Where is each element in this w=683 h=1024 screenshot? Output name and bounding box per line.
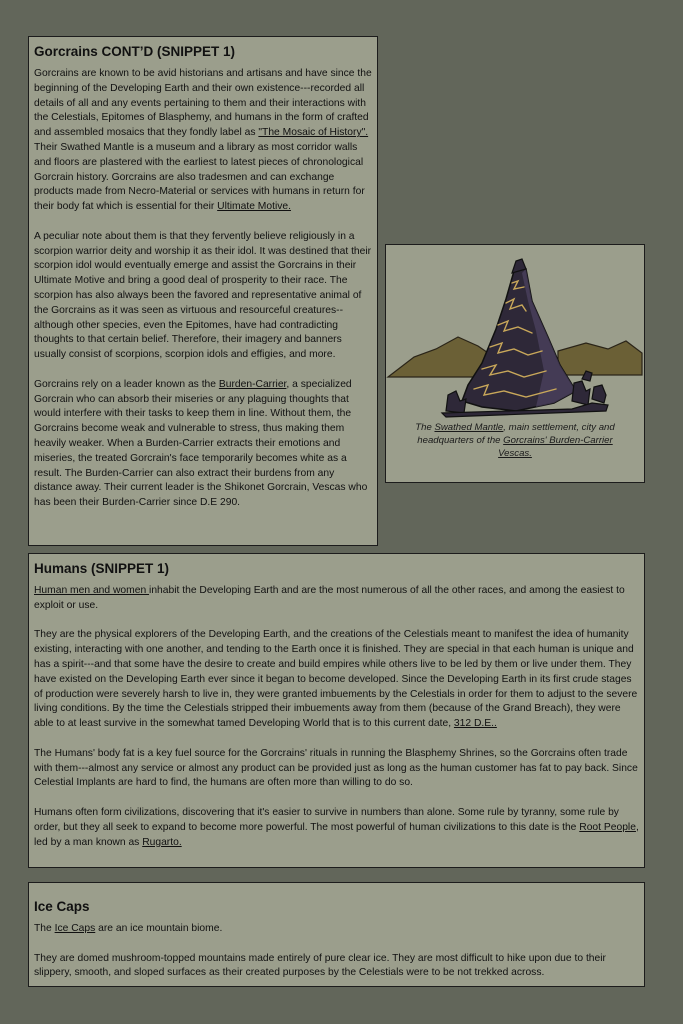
humans-title: Humans (SNIPPET 1) xyxy=(34,561,170,576)
ice-caps-paragraph-1 xyxy=(34,922,639,937)
swathed-mantle-link[interactable]: Swathed Mantle xyxy=(434,422,504,433)
swathed-mantle-illustration xyxy=(386,251,644,421)
ice-caps-paragraph-2: They are domed mushroom-topped mountains made entirely of pure clear ice. They are most difficult to hike upon due to their slippery, smooth, and sloped surfaces as their created purposes by the Celestials were to be not trekked across. xyxy=(34,952,606,979)
humans-section xyxy=(28,553,645,868)
gorcrains-paragraph-3 xyxy=(34,378,372,511)
date-312-de-link[interactable]: 312 D.E.. xyxy=(453,718,497,730)
ultimate-motive-link[interactable]: Ultimate Motive. xyxy=(217,201,291,213)
text-run: inhabit the Developing Earth and are the most numerous of all the other races, and among the easiest to exploit or use. xyxy=(34,585,625,611)
text-run: , main settlement, city and headquarters of the xyxy=(417,422,615,446)
ice-caps-title: Ice Caps xyxy=(34,899,90,914)
rugarto-link[interactable]: Rugarto. xyxy=(142,836,182,848)
text-run: Humans often form civilizations, discovering that it's easier to survive in numbers than alone. Some rule by tyranny, some rule by order, but they all seek to expand to become more powerful. The most powerful of human civilizations to this date is the xyxy=(34,806,619,833)
swathed-mantle-figure xyxy=(385,244,645,483)
text-run: , a specialized Gorcrain who can absorb their miseries or any plaguing thoughts that would interfere with their tasks to keep them in line. Without them, the Gorcrains become weak and vulnerable to stress, thus making them heavily weaker. When a Burden-Carrier extracts their emotions and miseries, the treated Gorcrain's face temporarily becomes white as a result. The Burden-Carrier can also extract their burdens from any distance away. Their current leader is the Shikonet Gorcrain, Vescas who has been their Burden-Carrier since D.E 290. xyxy=(34,378,368,509)
text-run: , led by a man known as xyxy=(34,821,639,848)
gorcrains-paragraph-2: A peculiar note about them is that they fervently believe religiously in a scorpion warrior deity and worship it as their idol. It was destined that their scorpion idol would eventually emerge and assist the Gorcrains in their Ultimate Motive and bring a good deal of prosperity to their race. The scorpion has also always been the favored and representative animal of the Gorcrains as it was seen as virtuous and resourceful creatures--although other species, even the Epitomes, have had contradicting thoughts to that certain belief. Therefore, their imagery and banners usually consist of scorpions, scorpion idols and effigies, and more. xyxy=(34,230,372,361)
figure-caption xyxy=(406,421,624,460)
text-run: are an ice mountain biome. xyxy=(95,923,223,934)
burden-carrier-link[interactable]: Burden-Carrier xyxy=(218,378,287,390)
humans-paragraph-1 xyxy=(34,584,639,614)
mosaic-of-history-link[interactable]: "The Mosaic of History". xyxy=(258,127,369,139)
text-run: They are the physical explorers of the Developing Earth, and the creations of the Celestials meant to manifest the idea of humanity existing, interacting with one another, and tending to the Earth once it is finished. They are special in that each human is unique and has a spirit---and that some have the desire to create and build empires while others live to be led by them or live under them. They have existed on the Developing Earth ever since it began to become developed. Since the Developing Earth in its first crude stages of production were severely harsh to live in, they were granted imbuements by the Celestials in order for them to adjust to the severe living conditions. By the time the Celestials stripped their imbuements away from them (because of the Grand Breach), they were able to at least survive in the somewhat tamed Developing World that is to this current date, xyxy=(34,629,638,730)
text-run: Gorcrains rely on a leader known as the xyxy=(34,378,219,390)
humans-paragraph-4 xyxy=(34,806,639,850)
gorcrains-title: Gorcrains CONT’D (SNIPPET 1) xyxy=(34,44,236,59)
right-mountain xyxy=(558,341,642,375)
human-men-and-women-link[interactable]: Human men and women xyxy=(34,585,150,596)
gorcrains-section xyxy=(28,36,378,546)
humans-paragraph-2 xyxy=(34,628,639,732)
burden-carrier-vescas-link[interactable]: Gorcrains' Burden-Carrier Vescas. xyxy=(498,435,613,459)
gorcrains-paragraph-1 xyxy=(34,67,372,215)
text-run: The xyxy=(415,422,435,433)
ice-caps-section xyxy=(28,882,645,987)
ice-caps-link[interactable]: Ice Caps xyxy=(54,923,96,934)
text-run: Their Swathed Mantle is a museum and a library as most corridor walls and floors are plastered with the earliest to latest pieces of chronological Gorcrain history. Gorcrains are also tradesmen and can exchange products made from Necro-Material or services with humans in return for their body fat which is essential for their xyxy=(34,141,365,213)
text-run: The xyxy=(34,923,55,934)
humans-paragraph-3: The Humans' body fat is a key fuel source for the Gorcrains' rituals in running the Blasphemy Shrines, so the Gorcrains often trade with them---almost any service or almost any product can be provided just as long as the human customer has fat to pay back. Since Celestial Implants are hard to find, the humans are often more than willing to do so. xyxy=(34,747,638,789)
text-run: Gorcrains are known to be avid historians and artisans and have since the beginning of the Developing Earth and their own existence---recorded all details of all and any events pertaining to them and their interactions with the Celestials, Epitomes of Blasphemy, and humans in the form of crafted and assembled mosaics that they fondly label as xyxy=(34,68,372,139)
root-people-link[interactable]: Root People xyxy=(579,821,636,833)
